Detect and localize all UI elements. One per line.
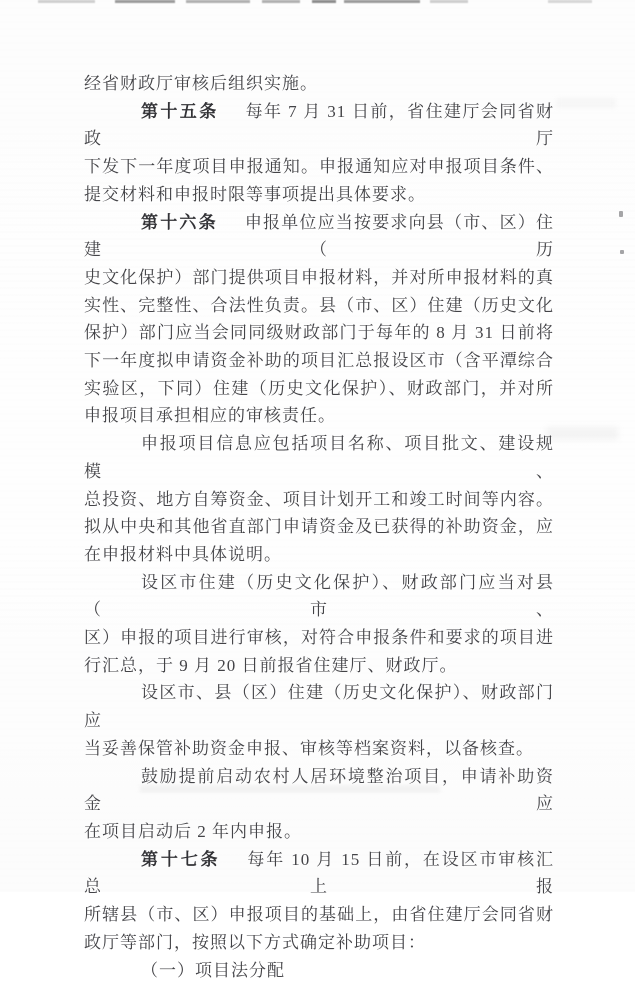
- article-number: 第十五条: [141, 102, 219, 121]
- line-text: 当妥善保管补助资金申报、审核等档案资料，以备核查。: [84, 739, 534, 758]
- scan-speck: [620, 250, 624, 254]
- line-text: 行汇总，于 9 月 20 日前报省住建厅、财政厅。: [84, 656, 458, 675]
- text-line: [84, 763, 554, 818]
- line-text: 设区市、县（区）住建（历史文化保护）、财政部门应: [84, 683, 554, 730]
- line-text: 申报单位应当按要求向县（市、区）住建（历: [84, 213, 554, 260]
- text-line: [84, 929, 554, 957]
- text-line: [84, 209, 554, 264]
- text-line: [84, 181, 554, 209]
- text-line: [84, 541, 554, 569]
- text-line: [84, 98, 554, 153]
- text-line: [84, 70, 554, 98]
- text-line: [84, 402, 554, 430]
- line-text: 鼓励提前启动农村人居环境整治项目，申请补助资金应: [84, 767, 554, 814]
- line-text: 总投资、地方自筹资金、项目计划开工和竣工时间等内容。: [84, 490, 554, 509]
- text-line: [84, 624, 554, 652]
- line-text: 每年 7 月 31 日前，省住建厅会同省财政厅: [84, 102, 554, 149]
- text-line: [84, 375, 554, 403]
- document-body: [84, 70, 554, 984]
- article-number: 第十七条: [141, 850, 220, 869]
- text-line: [84, 319, 554, 347]
- line-text: 史文化保护）部门提供项目申报材料，并对所申报材料的真: [84, 268, 554, 287]
- line-text: 提交材料和申报时限等事项提出具体要求。: [84, 185, 426, 204]
- line-text: 所辖县（市、区）申报项目的基础上，由省住建厅会同省财: [84, 905, 554, 924]
- text-line: [84, 652, 554, 680]
- line-text: （一）项目法分配: [141, 961, 285, 980]
- line-text: 政厅等部门，按照以下方式确定补助项目：: [84, 933, 426, 952]
- text-line: [84, 846, 554, 901]
- line-text: 实验区，下同）住建（历史文化保护）、财政部门，并对所: [84, 379, 554, 398]
- text-line: [84, 264, 554, 292]
- text-line: [84, 430, 554, 485]
- line-text: 保护）部门应当会同同级财政部门于每年的 8 月 31 日前将: [84, 323, 554, 342]
- text-line: [84, 292, 554, 320]
- line-text: 申报项目承担相应的审核责任。: [84, 406, 336, 425]
- line-text: 每年 10 月 15 日前，在设区市审核汇总上报: [84, 850, 554, 897]
- line-text: 下发下一年度项目申报通知。申报通知应对申报项目条件、: [84, 157, 554, 176]
- text-line: [84, 679, 554, 734]
- line-text: 实性、完整性、合法性负责。县（市、区）住建（历史文化: [84, 296, 554, 315]
- line-text: 申报项目信息应包括项目名称、项目批文、建设规模、: [84, 434, 554, 481]
- text-line: [84, 735, 554, 763]
- text-line: [84, 347, 554, 375]
- scan-smudge: [556, 98, 616, 108]
- line-text: 经省财政厅审核后组织实施。: [84, 74, 318, 93]
- line-text: 拟从中央和其他省直部门申请资金及已获得的补助资金，应: [84, 517, 554, 536]
- line-text: 下一年度拟申请资金补助的项目汇总报设区市（含平潭综合: [84, 351, 554, 370]
- scan-speck: [619, 211, 623, 217]
- text-line: [84, 818, 554, 846]
- scan-top-edge-artifact: [0, 0, 635, 3]
- text-line: [84, 901, 554, 929]
- text-line: [84, 153, 554, 181]
- text-line: [84, 569, 554, 624]
- line-text: 在项目启动后 2 年内申报。: [84, 822, 302, 841]
- scan-smudge: [546, 427, 618, 440]
- text-line: [84, 486, 554, 514]
- article-number: 第十六条: [141, 213, 218, 232]
- text-line: [84, 957, 554, 984]
- text-line: [84, 513, 554, 541]
- line-text: 设区市住建（历史文化保护）、财政部门应当对县（市、: [84, 573, 554, 620]
- line-text: 在申报材料中具体说明。: [84, 545, 282, 564]
- line-text: 区）申报的项目进行审核，对符合申报条件和要求的项目进: [84, 628, 554, 647]
